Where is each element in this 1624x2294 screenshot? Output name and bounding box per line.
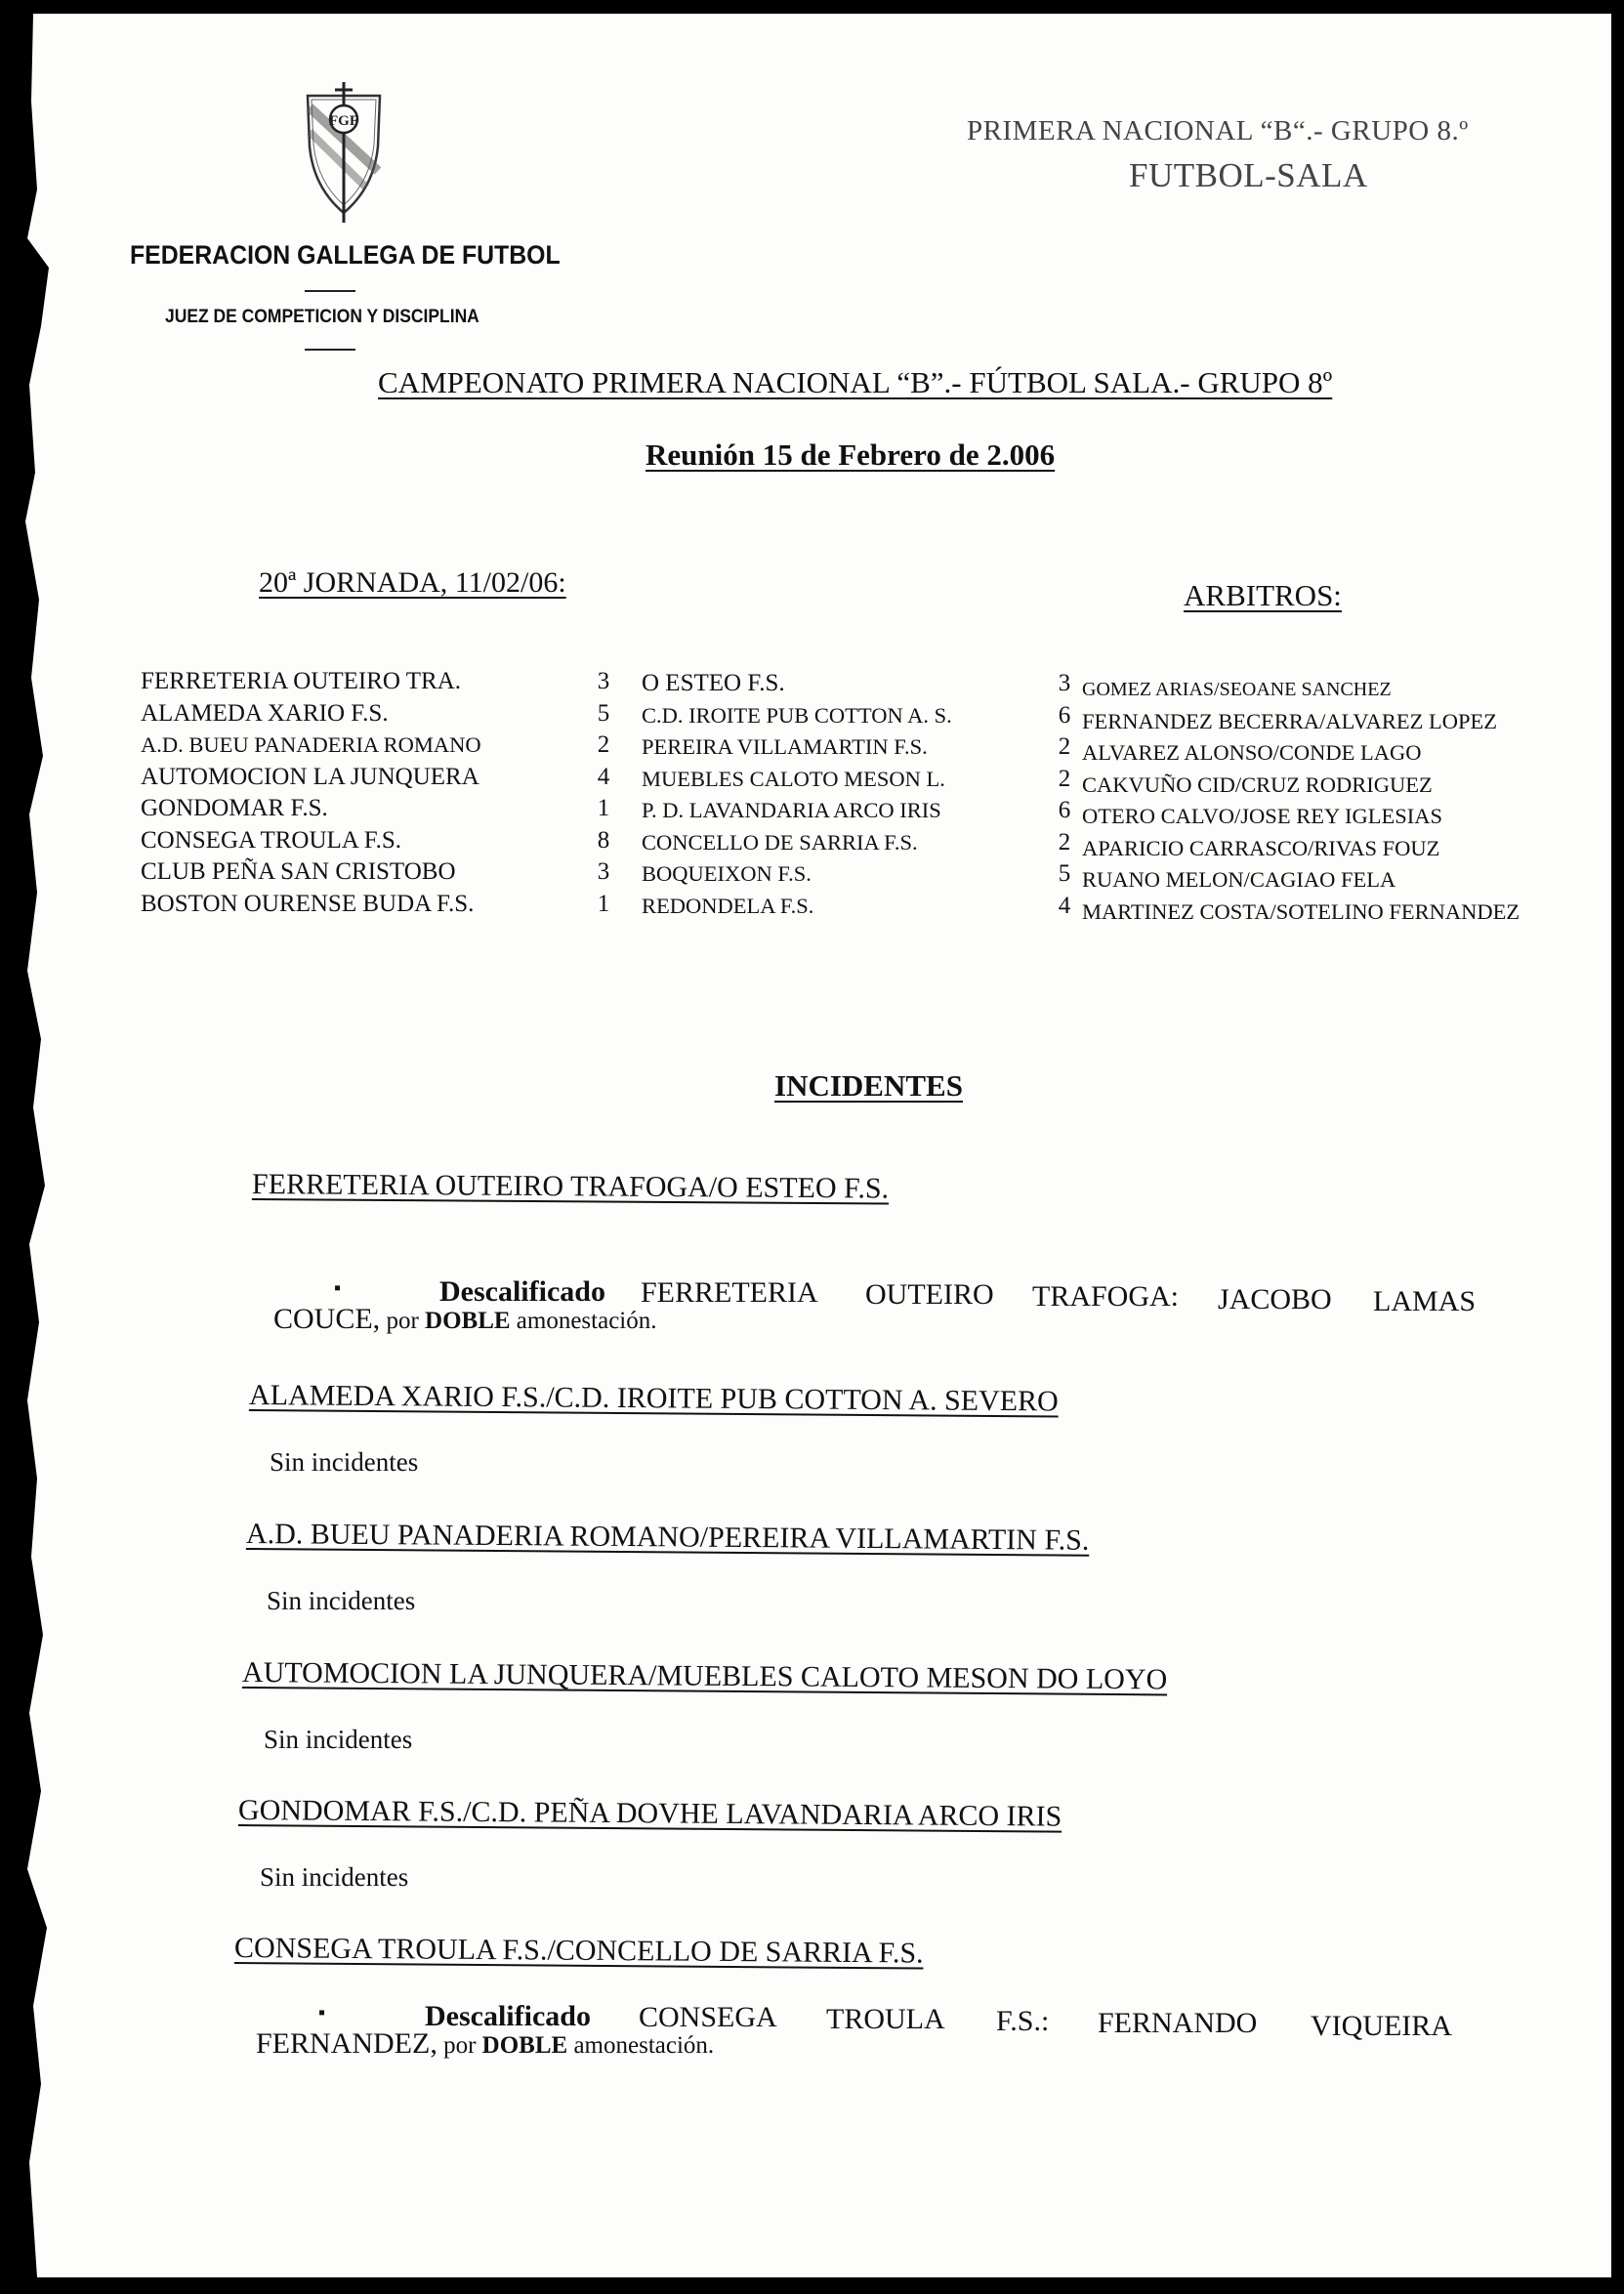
away-score: 6 bbox=[1058, 701, 1071, 729]
away-team: C.D. IROITE PUB COTTON A. S. bbox=[642, 702, 952, 728]
incident-status: Sin incidentes bbox=[267, 1586, 416, 1615]
divider bbox=[305, 349, 355, 351]
player-surname: COUCE, bbox=[273, 1303, 381, 1335]
home-teams bbox=[141, 666, 481, 920]
referee-pair: APARICIO CARRASCO/RIVAS FOUZ bbox=[1082, 835, 1440, 860]
incident-match-title: ALAMEDA XARIO F.S./C.D. IROITE PUB COTTON A. SEVERO bbox=[248, 1379, 1059, 1418]
incident-word: por bbox=[380, 1308, 426, 1334]
incident-match-title: CONSEGA TROULA F.S./CONCELLO DE SARRIA F.S. bbox=[233, 1932, 924, 1970]
away-score: 2 bbox=[1058, 828, 1071, 855]
referee-pair: GOMEZ ARIAS/SEOANE SANCHEZ bbox=[1082, 679, 1392, 700]
bullet-icon: ▪ bbox=[334, 1277, 342, 1299]
away-team: P. D. LAVANDARIA ARCO IRIS bbox=[642, 798, 941, 822]
incident-word: Descalificado bbox=[425, 2000, 591, 2032]
player-surname: FERNANDEZ, bbox=[256, 2027, 437, 2060]
divider bbox=[305, 290, 355, 292]
incident-word: Descalificado bbox=[439, 1275, 605, 1308]
incident-match-title: A.D. BUEU PANADERIA ROMANO/PEREIRA VILLAMARTIN F.S. bbox=[245, 1518, 1090, 1557]
incidents-heading: INCIDENTES bbox=[774, 1068, 963, 1103]
matchday-heading: 20ª JORNADA, 11/02/06: bbox=[259, 566, 566, 599]
incident-word: VIQUEIRA bbox=[1311, 2010, 1452, 2042]
federation-name: FEDERACION GALLEGA DE FUTBOL bbox=[130, 240, 561, 270]
sport-header: FUTBOL-SALA bbox=[1129, 156, 1368, 194]
home-team: BOSTON OURENSE BUDA F.S. bbox=[141, 890, 475, 917]
home-scores bbox=[584, 666, 623, 920]
incident-status: Sin incidentes bbox=[264, 1725, 413, 1754]
incident-match-title: AUTOMOCION LA JUNQUERA/MUEBLES CALOTO MESON DO LOYO bbox=[241, 1656, 1168, 1696]
torn-edge bbox=[20, 14, 78, 2277]
home-team: A.D. BUEU PANADERIA ROMANO bbox=[141, 732, 481, 757]
home-team: FERRETERIA OUTEIRO TRA. bbox=[141, 668, 462, 694]
meeting-date: Reunión 15 de Febrero de 2.006 bbox=[645, 438, 1056, 472]
away-team: PEREIRA VILLAMARTIN F.S. bbox=[642, 734, 928, 759]
away-team: CONCELLO DE SARRIA F.S. bbox=[642, 829, 918, 855]
away-score: 5 bbox=[1058, 860, 1071, 887]
home-score: 1 bbox=[597, 795, 610, 821]
incident-word: JACOBO bbox=[1218, 1283, 1332, 1315]
page-title: CAMPEONATO PRIMERA NACIONAL “B”.- FÚTBOL SALA.- GRUPO 8º bbox=[378, 365, 1333, 399]
document-page bbox=[20, 14, 1611, 2277]
incident-match-title: FERRETERIA OUTEIRO TRAFOGA/O ESTEO F.S. bbox=[251, 1168, 890, 1205]
home-score: 4 bbox=[597, 763, 610, 790]
away-team: BOQUEIXON F.S. bbox=[642, 861, 812, 886]
home-score: 8 bbox=[597, 826, 610, 854]
away-team: MUEBLES CALOTO MESON L. bbox=[642, 766, 945, 791]
referee-pair: CAKVUÑO CID/CRUZ RODRIGUEZ bbox=[1082, 772, 1433, 797]
referees-heading: ARBITROS: bbox=[1184, 578, 1342, 612]
away-team: REDONDELA F.S. bbox=[642, 893, 814, 918]
incident-word: amonestación. bbox=[510, 1308, 657, 1334]
incident-status: Sin incidentes bbox=[270, 1447, 419, 1477]
away-teams bbox=[642, 668, 952, 922]
home-team: CLUB PEÑA SAN CRISTOBO bbox=[141, 858, 456, 885]
incident-match-title: GONDOMAR F.S./C.D. PEÑA DOVHE LAVANDARIA ARCO IRIS bbox=[237, 1794, 1062, 1833]
incident-word: FERNANDO bbox=[1098, 2007, 1258, 2039]
referee-pair: ALVAREZ ALONSO/CONDE LAGO bbox=[1082, 740, 1422, 765]
incident-word: LAMAS bbox=[1373, 1285, 1477, 1317]
home-team: GONDOMAR F.S. bbox=[141, 795, 328, 821]
bullet-icon: ▪ bbox=[318, 2002, 326, 2023]
referee-pairs bbox=[1082, 674, 1594, 928]
away-score: 4 bbox=[1058, 892, 1071, 919]
incident-word: CONSEGA bbox=[639, 2001, 777, 2033]
incident-word: TROULA bbox=[826, 2003, 945, 2035]
referee-pair: MARTINEZ COSTA/SOTELINO FERNANDEZ bbox=[1082, 898, 1520, 924]
incident-word: DOBLE bbox=[481, 2032, 568, 2059]
referee-pair: FERNANDEZ BECERRA/ALVAREZ LOPEZ bbox=[1082, 708, 1498, 733]
incident-word: F.S.: bbox=[996, 2005, 1050, 2037]
incident-status: Sin incidentes bbox=[260, 1862, 409, 1892]
home-team: CONSEGA TROULA F.S. bbox=[141, 826, 402, 854]
away-scores bbox=[1045, 668, 1084, 922]
referee-pair: OTERO CALVO/JOSE REY IGLESIAS bbox=[1082, 804, 1442, 828]
incident-word: FERRETERIA bbox=[641, 1276, 818, 1309]
incident-word: por bbox=[437, 2032, 482, 2059]
home-team: AUTOMOCION LA JUNQUERA bbox=[141, 763, 479, 790]
away-team: O ESTEO F.S. bbox=[642, 670, 785, 696]
away-score: 2 bbox=[1058, 733, 1071, 760]
home-score: 2 bbox=[597, 731, 610, 758]
committee-name: JUEZ DE COMPETICION Y DISCIPLINA bbox=[165, 307, 479, 327]
svg-text:FGF: FGF bbox=[329, 113, 358, 129]
incident-text-line bbox=[256, 2027, 714, 2061]
home-score: 3 bbox=[597, 668, 610, 694]
crest-icon bbox=[300, 78, 388, 225]
home-score: 1 bbox=[597, 890, 610, 917]
incident-word: DOBLE bbox=[425, 1308, 511, 1334]
competition-header: PRIMERA NACIONAL “B“.- GRUPO 8.º bbox=[967, 115, 1469, 146]
home-score: 5 bbox=[597, 699, 610, 727]
incident-word: TRAFOGA: bbox=[1032, 1280, 1180, 1313]
incident-word: OUTEIRO bbox=[865, 1278, 994, 1311]
away-score: 3 bbox=[1058, 670, 1071, 696]
incident-word: amonestación. bbox=[567, 2032, 715, 2059]
home-score: 3 bbox=[597, 858, 610, 885]
away-score: 2 bbox=[1058, 765, 1071, 792]
referee-pair: RUANO MELON/CAGIAO FELA bbox=[1082, 867, 1396, 892]
away-score: 6 bbox=[1058, 797, 1071, 823]
incident-text-line bbox=[273, 1303, 657, 1336]
home-team: ALAMEDA XARIO F.S. bbox=[141, 699, 389, 727]
